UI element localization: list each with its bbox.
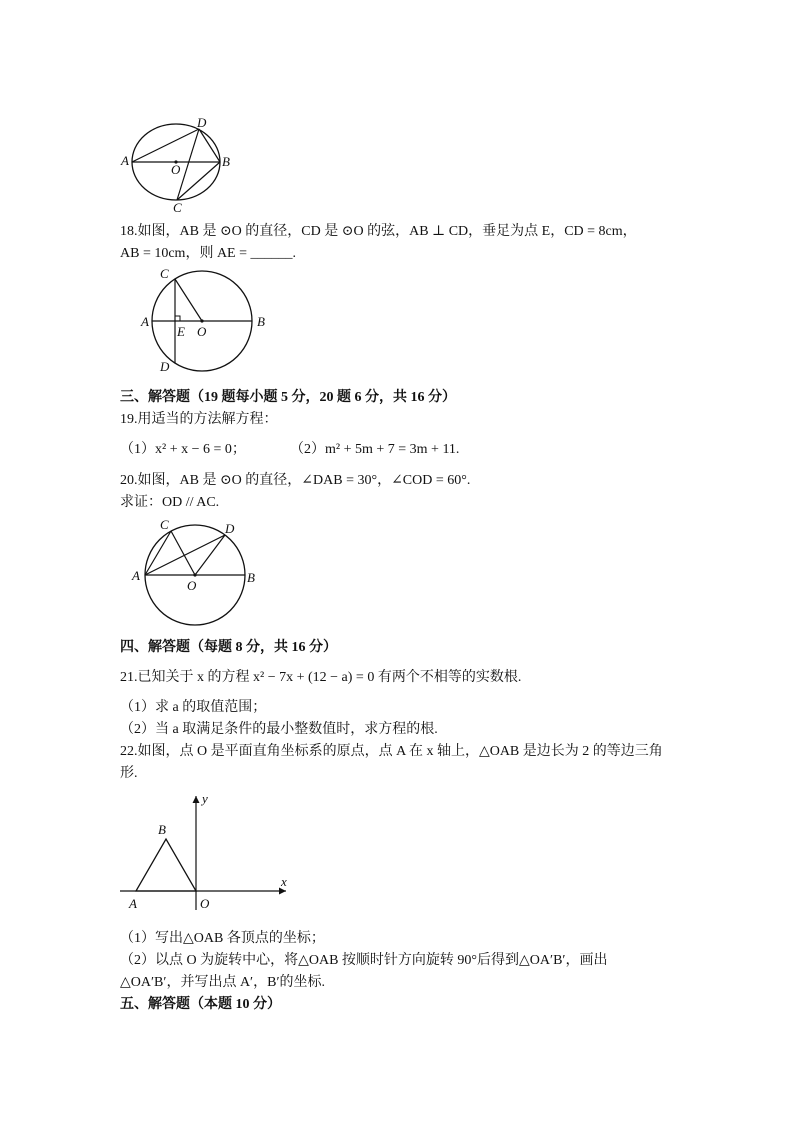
section4-title: 四、解答题（每题 8 分，共 16 分） <box>120 640 337 655</box>
q20-line1: 20.如图，AB 是 ⊙O 的直径，∠DAB = 30°，∠COD = 60°. <box>120 473 471 488</box>
section3-title: 三、解答题（19 题每小题 5 分，20 题 6 分，共 16 分） <box>120 390 456 405</box>
figure-q18-circle <box>140 266 270 376</box>
q19-stem: 19.用适当的方法解方程： <box>120 412 278 427</box>
triangle-oab <box>136 839 196 891</box>
q22-line2: 形. <box>120 766 138 781</box>
q20-line2: 求证：OD // AC. <box>120 495 220 510</box>
label-o: O <box>187 578 197 593</box>
q22-part2b: △OA′B′，并写出点 A′，B′的坐标. <box>120 975 326 990</box>
q21-part2: （2）当 a 取满足条件的最小整数值时，求方程的根. <box>120 722 438 737</box>
q18-line2: AB = 10cm，则 AE = ______. <box>120 246 297 261</box>
label-d: D <box>197 116 207 130</box>
label-x: x <box>281 874 287 889</box>
label-a: A <box>132 568 140 583</box>
label-o: O <box>171 162 181 177</box>
right-angle-mark <box>175 316 180 321</box>
label-b: B <box>158 822 166 837</box>
label-c: C <box>160 517 169 532</box>
q18-line1: 18.如图，AB 是 ⊙O 的直径，CD 是 ⊙O 的弦，AB ⊥ CD，垂足为点 E，CD = 8cm， <box>120 224 637 239</box>
label-o: O <box>200 896 210 911</box>
label-b: B <box>247 570 255 585</box>
label-y: y <box>202 791 208 806</box>
center-dot <box>200 319 203 322</box>
segment-co <box>171 531 195 575</box>
label-b: B <box>257 314 265 329</box>
segment-co <box>175 279 202 321</box>
q22-line1: 22.如图，点 O 是平面直角坐标系的原点，点 A 在 x 轴上，△OAB 是边长为 2 的等边三角 <box>120 744 663 759</box>
label-c: C <box>160 266 169 281</box>
label-c: C <box>173 200 182 215</box>
label-o: O <box>197 324 207 339</box>
figure-q22-coordinate-plane <box>118 790 298 914</box>
q21-part1: （1）求 a 的取值范围； <box>120 700 267 715</box>
section5-title: 五、解答题（本题 10 分） <box>120 997 281 1012</box>
label-e: E <box>177 324 185 339</box>
label-a: A <box>141 314 149 329</box>
label-d: D <box>160 359 170 374</box>
figure-q17-circle <box>118 116 238 216</box>
q22-part2a: （2）以点 O 为旋转中心，将△OAB 按顺时针方向旋转 90°后得到△OA′B′，画出 <box>120 953 608 968</box>
chord-ad <box>132 129 199 162</box>
q19-part2: （2）m² + 5m + 7 = 3m + 11. <box>290 442 460 457</box>
chord-db <box>199 129 220 162</box>
label-b: B <box>222 154 230 169</box>
label-a: A <box>121 153 129 168</box>
q22-part1: （1）写出△OAB 各顶点的坐标； <box>120 931 325 946</box>
label-d: D <box>225 521 235 536</box>
q19-part1: （1）x² + x − 6 = 0； <box>120 442 246 457</box>
q21-stem: 21.已知关于 x 的方程 x² − 7x + (12 − a) = 0 有两个不相等的实数根. <box>120 670 522 685</box>
segment-od <box>195 535 225 575</box>
center-dot <box>193 573 196 576</box>
figure-q20-circle <box>128 516 268 628</box>
label-a: A <box>129 896 137 911</box>
